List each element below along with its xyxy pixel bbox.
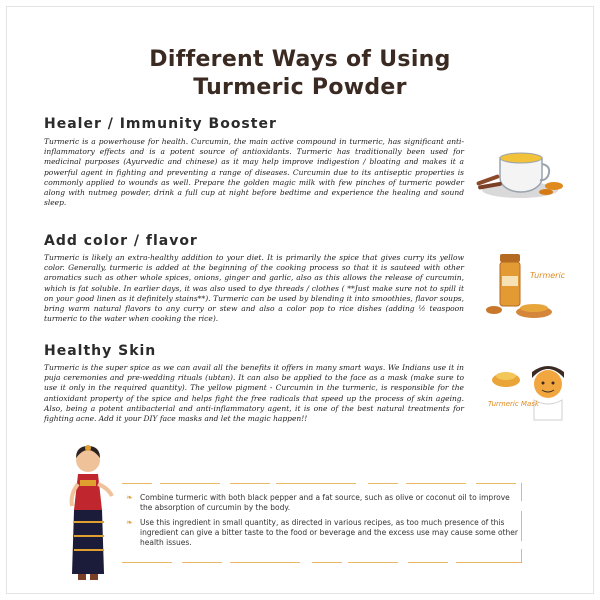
woman-figure-illustration [56,444,120,584]
section-body-skin: Turmeric is the super spice as we can avail all the benefits it offers in many smart ways. We Indians use it in puja ceremonies and pre-wedding rituals (ubtan). It can also be applied to the face as a mask (make sure to use it only in the required quantity). The yellow pigment - Curcumin in the turmeric, is responsible for the antioxidant property of the spice and helps fight the free radicals that speed up the process of skin ageing. Also, being a potent antibacterial and anti-inflammatory agent, it is one of the best natural treatments for fighting acne. Add it your DIY face masks and let the magic happen!! [44,363,464,424]
section-body-color: Turmeric is likely an extra-healthy addition to your diet. It is primarily the spice that gives curry its yellow color. Generally, turmeric is added at the beginning of the cooking process so that it is sauteed with other aromatics such as other whole spices, onions, ginger and garlic, also as this allows the release of curcumin, which is fat soluble. In earlier days, it was also used to dye threads / clothes ( **Just make sure not to spill it on your good linen as it definitely stains**). Turmeric can be used by blending it into smoothies, flavor soups, bring warm natural flavors to any curry or stew and also a color pop to rice dishes (adding ½ teaspoon turmeric to the water when cooking the rice). [44,253,464,324]
golden-milk-cup-illustration [470,140,566,202]
tip-text: Combine turmeric with both black pepper and a fat source, such as olive or coconut oil to improve the absorption of curcumin by the body. [140,493,510,512]
turmeric-jar-label: Turmeric [530,271,566,280]
face-mask-caption: Turmeric Mask [488,400,539,408]
sparkle-bullet-icon: ❧ [126,493,133,502]
tip-item [126,518,518,548]
tip-text: Use this ingredient in small quantity, as directed in various recipes, as too much presence of this ingredient can give a bitter taste to the food or beverage and the excess use may cause some other health issues. [140,518,518,547]
page-title [0,46,600,102]
section-heading-color: Add color / flavor [44,233,198,249]
face-mask-illustration [484,362,574,438]
title-line-1: Different Ways of Using [149,47,451,72]
section-heading-skin: Healthy Skin [44,343,157,359]
turmeric-jar-illustration [476,252,572,324]
title-line-2: Turmeric Powder [193,75,407,100]
tips-list [126,493,518,553]
section-heading-healer: Healer / Immunity Booster [44,116,277,132]
tip-item [126,493,518,513]
section-body-healer: Turmeric is a powerhouse for health. Curcumin, the main active compound in turmeric, has significant anti-inflammatory effects and is a potent source of antioxidants. Turmeric has traditionally been used for medicinal purposes (Ayurvedic and chinese) as it may help improve indigestion / bloating and makes it a powerful agent in fighting and preventing a range of diseases. Curcumin due to its antiseptic properties is commonly applied to wounds as well. Prepare the golden magic milk with few pinches of turmeric powder along with nutmeg powder, drink a full cup at night before bedtime and experience the healing and sound sleep. [44,137,464,208]
sparkle-bullet-icon: ❧ [126,518,133,527]
